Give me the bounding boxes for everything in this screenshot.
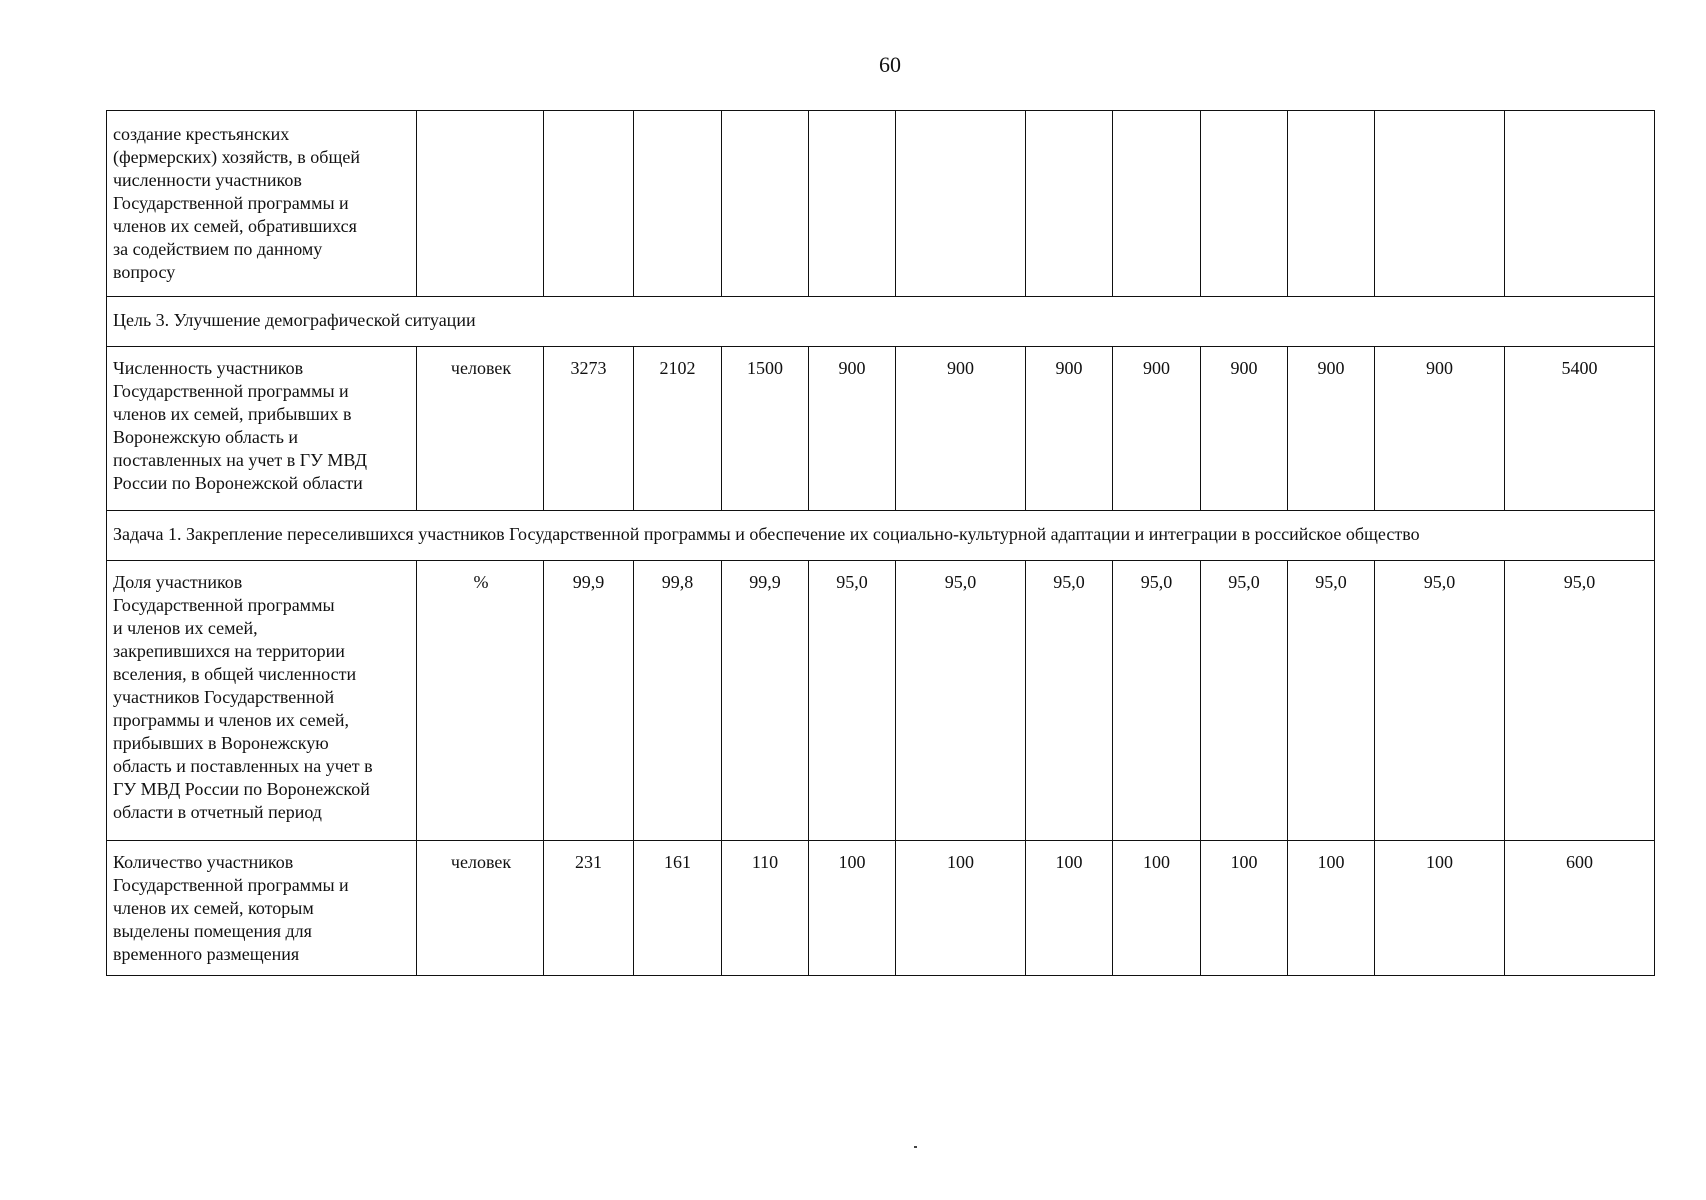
- value-cell: 900: [1375, 347, 1505, 511]
- value-cell: 95,0: [1026, 561, 1113, 841]
- value-cell: 1500: [722, 347, 809, 511]
- value-cell: 100: [809, 841, 896, 976]
- value-cell: 100: [1113, 841, 1201, 976]
- page-number: 60: [879, 52, 901, 77]
- unit-cell: [417, 111, 544, 297]
- value-cell: 5400: [1505, 347, 1655, 511]
- value-cell: 110: [722, 841, 809, 976]
- value-cell: 900: [896, 347, 1026, 511]
- unit-cell: человек: [417, 841, 544, 976]
- indicator-cell: Количество участников Государственной программы и членов их семей, которым выделены помещения для временного размещения: [107, 841, 417, 976]
- value-cell: 95,0: [1288, 561, 1375, 841]
- value-cell: 900: [1026, 347, 1113, 511]
- value-cell: [1375, 111, 1505, 297]
- table-row-share-settled: [107, 561, 1655, 841]
- value-cell: 2102: [634, 347, 722, 511]
- value-cell: [1113, 111, 1201, 297]
- value-cell: 95,0: [896, 561, 1026, 841]
- scan-speck: [914, 1146, 917, 1148]
- value-cell: 99,9: [722, 561, 809, 841]
- value-cell: 3273: [544, 347, 634, 511]
- table-row-task: [107, 511, 1655, 561]
- unit-cell: %: [417, 561, 544, 841]
- indicators-table: [106, 110, 1655, 976]
- task-heading: Задача 1. Закрепление переселившихся участников Государственной программы и обеспечение их социально-культурной адаптации и интеграции в российское общество: [107, 511, 1655, 561]
- value-cell: 95,0: [1113, 561, 1201, 841]
- value-cell: 95,0: [809, 561, 896, 841]
- value-cell: [896, 111, 1026, 297]
- value-cell: [1505, 111, 1655, 297]
- value-cell: 100: [1375, 841, 1505, 976]
- indicator-cell: Численность участников Государственной программы и членов их семей, прибывших в Воронежскую область и поставленных на учет в ГУ МВД России по Воронежской области: [107, 347, 417, 511]
- value-cell: 900: [1113, 347, 1201, 511]
- value-cell: 900: [809, 347, 896, 511]
- table-row-participants-count: [107, 347, 1655, 511]
- value-cell: 95,0: [1505, 561, 1655, 841]
- unit-cell: человек: [417, 347, 544, 511]
- value-cell: 99,9: [544, 561, 634, 841]
- goal-heading: Цель 3. Улучшение демографической ситуации: [107, 297, 1655, 347]
- value-cell: 99,8: [634, 561, 722, 841]
- value-cell: 900: [1288, 347, 1375, 511]
- value-cell: 900: [1201, 347, 1288, 511]
- value-cell: 95,0: [1201, 561, 1288, 841]
- indicator-cell: Доля участников Государственной программы и членов их семей, закрепившихся на территории вселения, в общей численности участников Государственной программы и членов их семей, прибывших в Воронежскую область и поставленных на учет в ГУ МВД России по Воронежской области в отчетный период: [107, 561, 417, 841]
- value-cell: 100: [896, 841, 1026, 976]
- value-cell: 231: [544, 841, 634, 976]
- indicator-cell: создание крестьянских (фермерских) хозяйств, в общей численности участников Государственной программы и членов их семей, обратившихся за содействием по данному вопросу: [107, 111, 417, 297]
- value-cell: [544, 111, 634, 297]
- table-row-temporary-housing: [107, 841, 1655, 976]
- table-row-farm-share: [107, 111, 1655, 297]
- value-cell: [722, 111, 809, 297]
- value-cell: 100: [1288, 841, 1375, 976]
- value-cell: [634, 111, 722, 297]
- value-cell: [1288, 111, 1375, 297]
- value-cell: 600: [1505, 841, 1655, 976]
- value-cell: 161: [634, 841, 722, 976]
- value-cell: [1026, 111, 1113, 297]
- value-cell: 100: [1026, 841, 1113, 976]
- value-cell: 100: [1201, 841, 1288, 976]
- value-cell: [1201, 111, 1288, 297]
- value-cell: [809, 111, 896, 297]
- table-row-goal: [107, 297, 1655, 347]
- value-cell: 95,0: [1375, 561, 1505, 841]
